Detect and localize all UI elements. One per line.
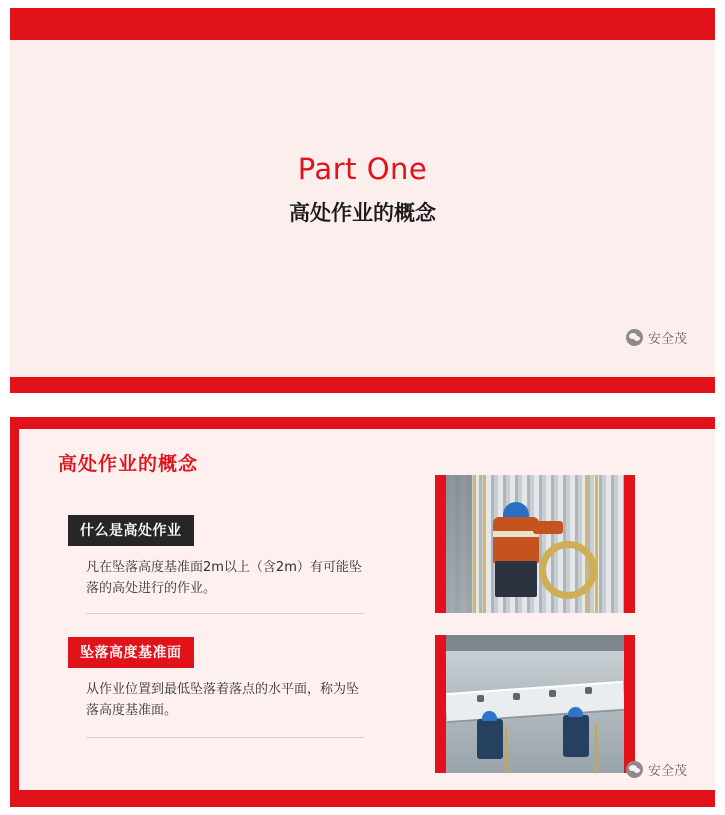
rope-line-1 <box>473 475 476 613</box>
wechat-watermark-slide-one <box>626 328 687 347</box>
wall-shadow-graphic <box>446 475 472 613</box>
slide-two-bottom-bar <box>10 790 715 807</box>
section-divider-1 <box>86 613 364 614</box>
worker-left-helmet-graphic <box>482 711 497 721</box>
safety-harness-graphic <box>493 531 539 537</box>
safety-cord-1 <box>505 727 507 773</box>
slide-two-top-bar <box>10 417 715 429</box>
slide-two-left-accent <box>10 429 19 790</box>
slide-one-body <box>10 40 715 377</box>
ceiling-beam-graphic <box>446 635 624 651</box>
slide-one-bottom-bar <box>10 377 715 393</box>
worker-legs-graphic <box>495 561 537 597</box>
worker-right-helmet-graphic <box>568 707 583 717</box>
safety-cord-2 <box>595 723 597 773</box>
wechat-watermark-label: 安全茂 <box>647 332 687 347</box>
worker-left-graphic <box>477 719 503 759</box>
wechat-watermark-slide-two <box>626 760 687 779</box>
rope-line-4 <box>595 475 598 613</box>
section-label-what-is-work-at-height: 什么是高处作业 <box>68 515 194 546</box>
beam-hole-4 <box>585 687 592 694</box>
section-divider-2 <box>86 737 364 738</box>
workers-on-steel-beam-photo <box>435 635 635 773</box>
worker-arm-graphic <box>533 521 563 534</box>
slide-one <box>10 8 715 393</box>
section-body-what-is-work-at-height: 凡在坠落高度基准面2m以上（含2m）有可能坠落的高处进行的作业。 <box>86 560 362 596</box>
slide-one-top-bar <box>10 8 715 40</box>
slide-two <box>10 417 715 807</box>
slide-two-heading: 高处作业的概念 <box>58 453 199 475</box>
section-body-fall-height-datum: 从作业位置到最低坠落着落点的水平面，称为坠落高度基准面。 <box>86 682 360 718</box>
wechat-icon <box>626 329 643 346</box>
slide-one-title-en: Part One <box>297 152 428 186</box>
beam-hole-2 <box>513 693 520 700</box>
beam-hole-3 <box>549 690 556 697</box>
slide-one-title-cn: 高处作业的概念 <box>289 201 436 225</box>
rope-line-2 <box>483 475 486 613</box>
beam-hole-1 <box>477 695 484 702</box>
photo2-right-edge <box>624 635 635 773</box>
photo-left-edge <box>435 475 446 613</box>
wechat-watermark-label: 安全茂 <box>647 764 687 779</box>
section-label-fall-height-datum: 坠落高度基准面 <box>68 637 194 668</box>
worker-right-graphic <box>563 715 589 757</box>
wechat-icon <box>626 761 643 778</box>
photo-right-edge <box>624 475 635 613</box>
rope-coil-graphic <box>539 541 597 599</box>
photo2-left-edge <box>435 635 446 773</box>
worker-on-scaffold-photo <box>435 475 635 613</box>
